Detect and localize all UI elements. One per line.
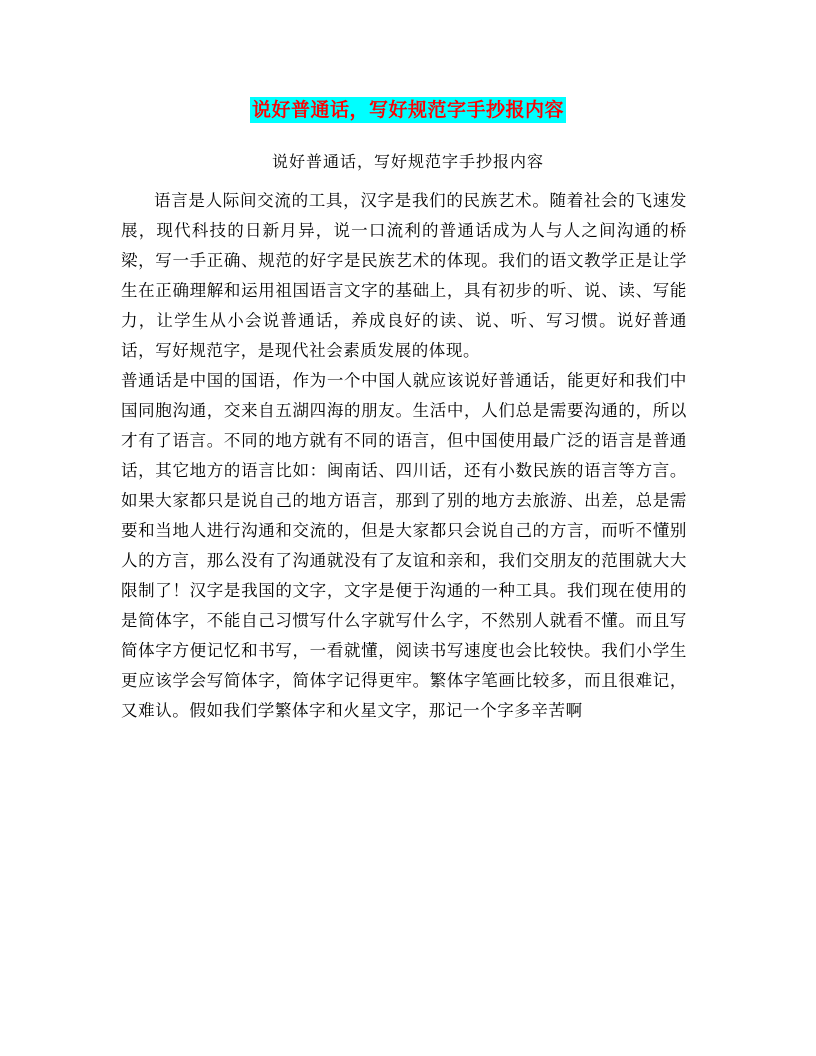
paragraph-intro: 语言是人际间交流的工具，汉字是我们的民族艺术。随着社会的飞速发展，现代科技的日新月异，说一口流利的普通话成为人与人之间沟通的桥梁，写一手正确、规范的好字是民族艺术的体现。我们的语文教学正是让学生在正确理解和运用祖国语言文字的基础上，具有初步的听、说、读、写能力，让学生从小会说普通话，养成良好的读、说、听、写习惯。说好普通话，写好规范字，是现代社会素质发展的体现。 bbox=[121, 191, 687, 360]
document-body bbox=[121, 186, 687, 726]
title-container bbox=[0, 97, 816, 123]
paragraph-mandarin: 普通话是中国的国语，作为一个中国人就应该说好普通话，能更好和我们中国同胞沟通，交来自五湖四海的朋友。生活中，人们总是需要沟通的，所以才有了语言。不同的地方就有不同的语言，但中国使用最广泛的语言是普通话，其它地方的语言比如：闽南话、四川话，还有小数民族的语言等方言。如果大家都只是说自己的地方语言，那到了别的地方去旅游、出差，总是需要和当地人进行沟通和交流的，但是大家都只会说自己的方言，而听不懂别人的方言，那么没有了沟通就没有了友谊和亲和，我们交朋友的范围就大大限制了！汉字是我国的文字，文字是便于沟通的一种工具。我们现在使用的是简体字，不能自己习惯写什么字就写什么字，不然别人就看不懂。而且写简体字方便记忆和书写，一看就懂，阅读书写速度也会比较快。我们小学生更应该学会写简体字，简体字记得更牢。繁体字笔画比较多，而且很难记，又难认。假如我们学繁体字和火星文字，那记一个字多辛苦啊 bbox=[121, 371, 687, 720]
document-title: 说好普通话，写好规范字手抄报内容 bbox=[251, 99, 564, 121]
document-subtitle: 说好普通话，写好规范字手抄报内容 bbox=[271, 152, 544, 171]
